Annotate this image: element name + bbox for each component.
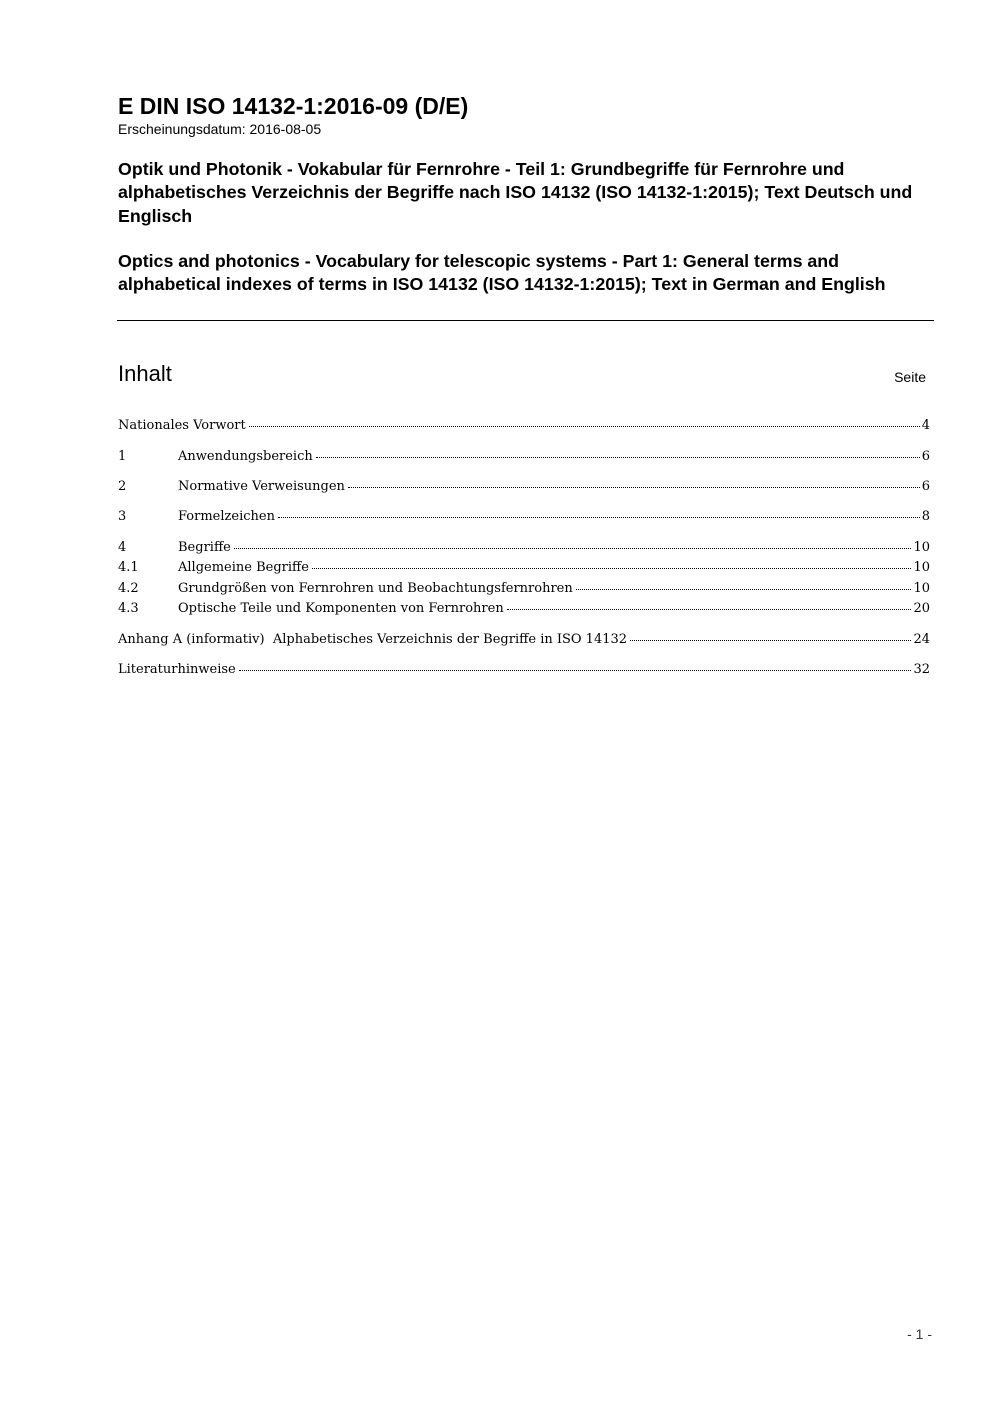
toc-entry-nationales-vorwort[interactable] [118,418,930,437]
toc-entry-page: 4 [921,418,930,433]
title-english: Optics and photonics - Vocabulary for telescopic systems - Part 1: General terms and alphabetical indexes of terms in ISO 14132 (ISO 14132-1:2015); Text in German and English [118,251,886,295]
toc-dot-leader [312,568,911,569]
toc-dot-leader [348,487,920,488]
toc-entry-page: 24 [913,632,930,647]
toc-entry-label: Grundgrößen von Fernrohren und Beobachtungsfernrohren [178,581,573,596]
toc-dot-leader [239,670,912,671]
toc-entry-page: 6 [921,449,930,464]
toc-entry-number: 4 [118,540,127,555]
toc-dot-leader [278,517,920,518]
toc-entry-number: 4.1 [118,560,139,575]
toc-entry-number: 3 [118,509,127,524]
toc-dot-leader [249,426,920,427]
toc-entry-label: Literaturhinweise [118,662,236,677]
toc-dot-leader [507,609,912,610]
document-id: E DIN ISO 14132-1:2016-09 (D/E) [118,93,469,119]
toc-entry-allgemeine-begriffe[interactable] [118,560,930,579]
title-german: Optik und Photonik - Vokabular für Fernrohre - Teil 1: Grundbegriffe für Fernrohre und alphabetisches Verzeichnis der Begriffe nach ISO 14132 (ISO 14132-1:2015); Text Deutsch und Englisch [118,159,913,226]
toc-entry-label: Anhang A (informativ) Alphabetisches Verzeichnis der Begriffe in ISO 14132 [118,632,628,647]
toc-entry-grundgroessen[interactable] [118,581,930,600]
toc-dot-leader [630,640,911,641]
toc-entry-label: Anwendungsbereich [178,449,313,464]
publication-date: Erscheinungsdatum: 2016-08-05 [118,121,322,137]
title-divider [117,320,934,321]
page-number: - 1 - [907,1326,932,1342]
toc-entry-label: Nationales Vorwort [118,418,246,433]
toc-dot-leader [576,589,912,590]
toc-entry-anwendungsbereich[interactable] [118,449,930,468]
toc-entry-number: 4.3 [118,601,139,616]
toc-entry-page: 10 [913,581,930,596]
toc-entry-number: 4.2 [118,581,139,596]
toc-entry-page: 32 [913,662,930,677]
toc-entry-label: Normative Verweisungen [178,479,345,494]
toc-entry-normative-verweisungen[interactable] [118,479,930,498]
toc-entry-page: 6 [921,479,930,494]
toc-entry-page: 20 [913,601,930,616]
toc-entry-begriffe[interactable] [118,540,930,559]
toc-page-column-label: Seite [894,369,926,385]
toc-heading: Inhalt [118,361,172,386]
toc-entry-number: 2 [118,479,127,494]
toc-entry-formelzeichen[interactable] [118,509,930,528]
toc-entry-literaturhinweise[interactable] [118,662,930,681]
toc-dot-leader [316,457,920,458]
toc-entry-page: 10 [913,560,930,575]
toc-entry-optische-teile[interactable] [118,601,930,620]
toc-entry-page: 10 [913,540,930,555]
toc-entry-number: 1 [118,449,127,464]
toc-entry-label: Begriffe [178,540,231,555]
toc-entry-label: Optische Teile und Komponenten von Fernrohren [178,601,504,616]
toc-entry-page: 8 [921,509,930,524]
toc-dot-leader [234,548,912,549]
toc-entry-anhang-a[interactable] [118,632,930,651]
toc-entry-label: Allgemeine Begriffe [178,560,309,575]
toc-entry-label: Formelzeichen [178,509,275,524]
